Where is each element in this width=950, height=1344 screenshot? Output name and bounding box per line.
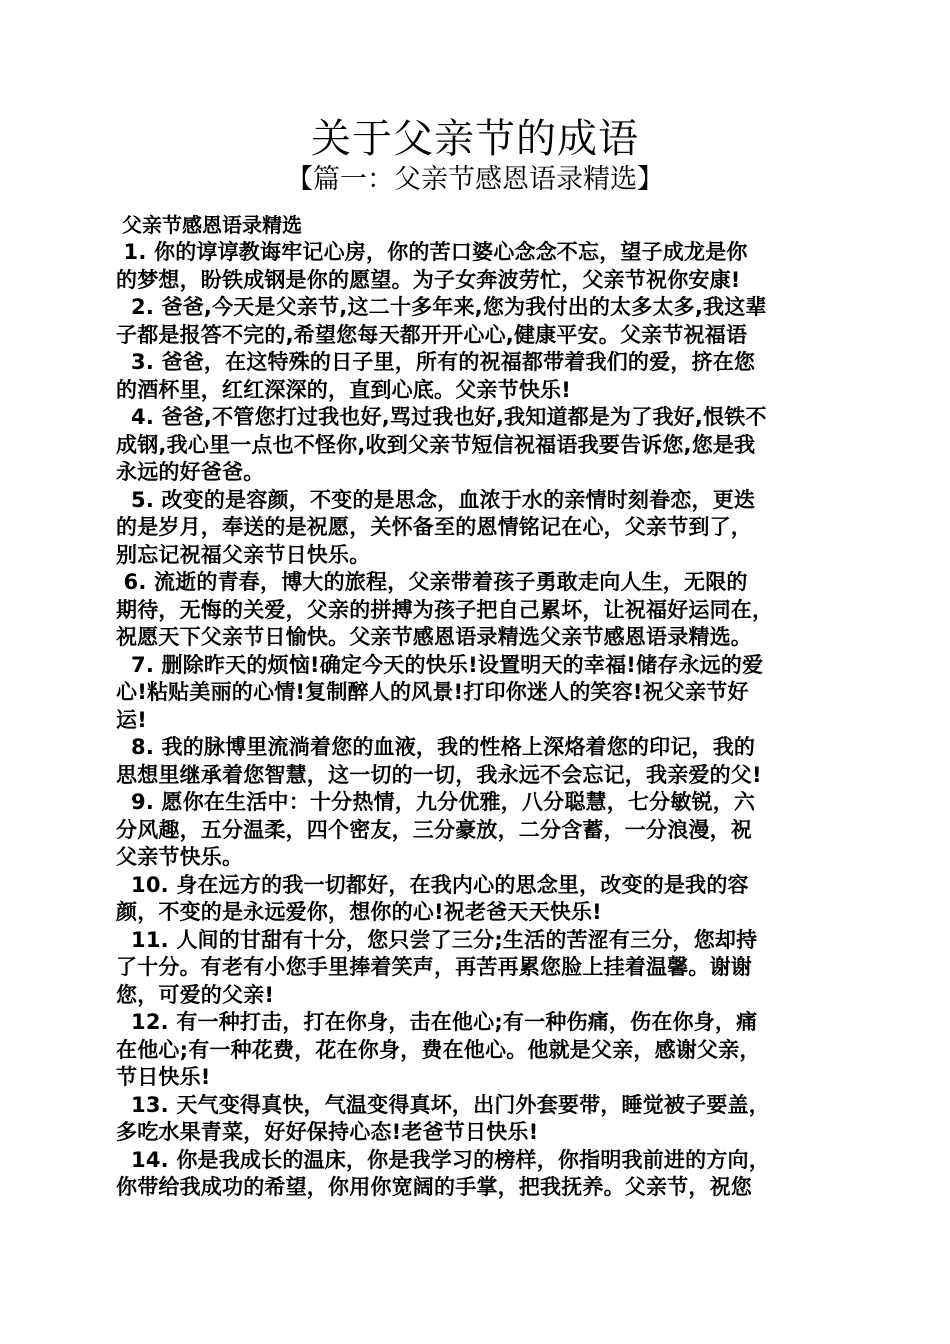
body-line: 期待，无悔的关爱，父亲的拼搏为孩子把自己累坏，让祝福好运同在， (116, 597, 774, 622)
body-line: 运! (116, 707, 147, 732)
body-line: 11. 人间的甘甜有十分，您只尝了三分;生活的苦涩有三分，您却持 (116, 927, 758, 952)
body-line: 3. 爸爸，在这特殊的日子里，所有的祝福都带着我们的爱，挤在您 (116, 350, 756, 374)
body-line: 父亲节快乐。 (116, 845, 244, 869)
body-line: 永远的好爸爸。 (116, 460, 265, 484)
body-line: 别忘记祝福父亲节日快乐。 (116, 542, 371, 567)
body-line: 成钢,我心里一点也不怪你,收到父亲节短信祝福语我要告诉您,您是我 (116, 432, 756, 457)
body-line: 4. 爸爸,不管您打过我也好,骂过我也好,我知道都是为了我好,恨铁不 (116, 405, 767, 429)
body-line: 10. 身在远方的我一切都好，在我内心的思念里，改变的是我的容 (116, 872, 749, 897)
document-title: 关于父亲节的成语 (311, 116, 639, 162)
section-heading: 父亲节感恩语录精选 (122, 213, 302, 237)
body-line: 分风趣，五分温柔，四个密友，三分豪放，二分含蓄，一分浪漫，祝 (116, 817, 752, 842)
body-line: 的梦想，盼铁成钢是你的愿望。为子女奔波劳忙，父亲节祝你安康! (116, 267, 741, 292)
body-line: 7. 删除昨天的烦恼!确定今天的快乐!设置明天的幸福!储存永远的爱 (116, 652, 764, 677)
body-line: 9. 愿你在生活中：十分热情，九分优雅，八分聪慧，七分敏锐，六 (116, 790, 756, 814)
body-line: 1. 你的谆谆教诲牢记心房，你的苦口婆心念念不忘，望子成龙是你 (116, 240, 748, 264)
body-line: 了十分。有老有小您手里捧着笑声，再苦再累您脸上挂着温馨。谢谢 (116, 955, 752, 979)
body-line: 思想里继承着您智慧，这一切的一切，我永远不会忘记，我亲爱的父! (116, 762, 762, 787)
body-line: 的酒杯里，红红深深的，直到心底。父亲节快乐! (116, 377, 571, 402)
body-line: 8. 我的脉博里流淌着您的血液，我的性格上深烙着您的印记，我的 (116, 735, 756, 759)
body-line: 的是岁月，奉送的是祝愿，关怀备至的恩情铭记在心，父亲节到了， (116, 515, 752, 539)
body-line: 祝愿天下父亲节日愉快。父亲节感恩语录精选父亲节感恩语录精选。 (116, 625, 752, 649)
body-line: 13. 天气变得真快，气温变得真坏，出门外套要带，睡觉被子要盖， (116, 1092, 770, 1117)
body-line: 6. 流逝的青春，博大的旅程，父亲带着孩子勇敢走向人生，无限的 (116, 570, 748, 594)
document-body (116, 211, 846, 1202)
body-lines (116, 239, 846, 1202)
body-line: 您，可爱的父亲! (116, 982, 275, 1007)
document-subtitle: 【篇一：父亲节感恩语录精选】 (286, 164, 664, 195)
body-line: 14. 你是我成长的温床，你是我学习的榜样，你指明我前进的方向， (116, 1147, 770, 1172)
body-line: 心!粘贴美丽的心情!复制醉人的风景!打印你迷人的笑容!祝父亲节好 (116, 680, 749, 704)
body-line: 2. 爸爸,今天是父亲节,这二十多年来,您为我付出的太多太多,我这辈 (116, 295, 767, 319)
body-line: 12. 有一种打击，打在你身，击在他心;有一种伤痛，伤在你身，痛 (116, 1010, 758, 1034)
body-line: 在他心;有一种花费，花在你身，费在他心。他就是父亲，感谢父亲， (116, 1037, 761, 1062)
body-line: 多吃水果青菜，好好保持心态!老爸节日快乐! (116, 1120, 539, 1144)
body-line: 你带给我成功的希望，你用你宽阔的手掌，把我抚养。父亲节，祝您 (116, 1175, 752, 1199)
body-line: 颜，不变的是永远爱你，想你的心!祝老爸天天快乐! (116, 900, 602, 924)
body-line: 子都是报答不完的,希望您每天都开开心心,健康平安。父亲节祝福语 (116, 322, 748, 347)
body-line: 5. 改变的是容颜，不变的是思念，血浓于水的亲情时刻眷恋，更迭 (116, 487, 756, 512)
body-line: 节日快乐! (116, 1065, 211, 1089)
